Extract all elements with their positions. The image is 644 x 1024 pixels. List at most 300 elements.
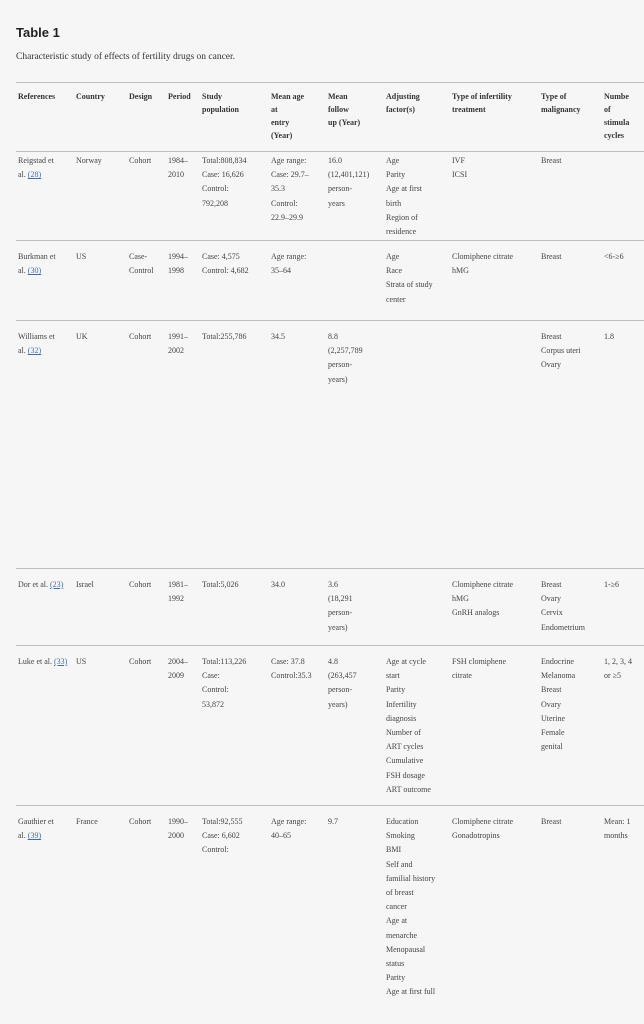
cell-line <box>604 655 632 669</box>
cell-text: 16.0 <box>328 156 342 165</box>
cell-text: Case- <box>129 252 148 261</box>
cell-malignancy <box>541 815 561 829</box>
cell-line <box>202 250 249 264</box>
cell-text: Breast <box>541 252 562 261</box>
cell-text: (12,401,121) <box>328 170 370 180</box>
cell-text: Menopausal <box>386 944 426 954</box>
cell-line <box>386 264 433 278</box>
column-header-infertility-treatment <box>452 90 512 116</box>
cell-text: Education <box>386 817 419 826</box>
cell-text: residence <box>386 227 417 237</box>
cell-line <box>76 578 94 592</box>
column-header-line: Adjusting <box>386 92 420 101</box>
cell-line <box>271 578 285 592</box>
cell-line <box>386 197 422 211</box>
cell-text: person- <box>328 685 352 695</box>
cell-mean-follow-up <box>328 815 338 829</box>
cell-infertility-treatment <box>452 250 513 278</box>
cell-text: hMG <box>452 266 469 276</box>
row-divider <box>16 805 644 806</box>
cell-malignancy <box>541 154 561 168</box>
cell-text: Age at cycle <box>386 657 426 666</box>
cell-text: ICSI <box>452 170 468 180</box>
cell-infertility-treatment <box>452 154 467 182</box>
cell-period <box>168 330 188 358</box>
cell-design <box>129 655 151 669</box>
cell-line <box>386 154 422 168</box>
cell-line <box>386 726 431 740</box>
cell-line <box>386 698 431 712</box>
column-header-line: treatment <box>452 105 486 114</box>
cell-design <box>129 250 153 278</box>
cell-line <box>386 829 435 843</box>
column-header-mean-follow-up <box>328 90 360 129</box>
cell-text: menarche <box>386 930 418 940</box>
cell-text: 1992 <box>168 594 184 604</box>
row-divider <box>16 645 644 646</box>
cell-line <box>18 815 54 829</box>
cell-text: Age <box>386 156 400 165</box>
cell-text: Luke et al. <box>18 657 52 666</box>
cell-design <box>129 330 151 344</box>
cell-line <box>541 683 575 697</box>
cell-line <box>386 211 422 225</box>
cell-mean-follow-up <box>328 154 369 211</box>
cell-line <box>386 886 435 900</box>
row-divider <box>16 240 644 241</box>
cell-text: 1990– <box>168 817 188 826</box>
cell-line <box>271 330 285 344</box>
cell-line <box>541 154 561 168</box>
cell-text: person- <box>328 608 352 618</box>
cell-text: Burkman et <box>18 252 56 261</box>
cell-text: person- <box>328 360 352 370</box>
reference-link[interactable]: (39) <box>27 831 42 841</box>
cell-text: ART outcome <box>386 784 431 794</box>
cell-line <box>18 154 54 168</box>
cell-text: FSH dosage <box>386 770 425 780</box>
cell-line <box>202 683 246 697</box>
cell-line <box>328 578 353 592</box>
header-top-rule <box>16 82 644 83</box>
cell-line <box>386 985 435 999</box>
cell-text: Melanoma <box>541 671 576 681</box>
column-header-references <box>18 90 55 103</box>
cell-line <box>168 592 188 606</box>
cell-text: Race <box>386 266 402 276</box>
cell-line <box>76 655 86 669</box>
reference-link[interactable]: (28) <box>27 170 42 180</box>
column-header-line: factor(s) <box>386 105 415 114</box>
cell-line <box>386 293 433 307</box>
cell-country <box>76 330 88 344</box>
cell-text: Self and <box>386 859 413 869</box>
cell-country <box>76 578 94 592</box>
cell-text: Control:35.3 <box>271 671 312 681</box>
cell-text: Ovary <box>541 699 561 709</box>
cell-line <box>452 578 513 592</box>
column-header-study-population <box>202 90 239 116</box>
cell-text: 1984– <box>168 156 188 165</box>
cell-line <box>328 182 369 196</box>
cell-line <box>271 655 312 669</box>
cell-line <box>386 943 435 957</box>
cell-text: Cumulative <box>386 756 424 766</box>
cell-text: Clomiphene citrate <box>452 817 514 826</box>
cell-line <box>328 358 363 372</box>
cell-text: Control: <box>271 198 298 208</box>
cell-line <box>541 698 575 712</box>
column-header-line: stimula <box>604 118 630 127</box>
cell-text: Age at first full <box>386 987 436 997</box>
cell-text: Mean: 1 <box>604 817 631 826</box>
cell-line <box>452 264 513 278</box>
column-header-design <box>129 90 152 103</box>
cell-text: Cervix <box>541 608 563 618</box>
cell-stimulation-cycles <box>604 815 630 843</box>
cell-text: al. <box>18 831 26 841</box>
cell-line <box>271 264 306 278</box>
column-header-line: Type of <box>541 92 567 101</box>
row-divider <box>16 568 644 569</box>
cell-text: 35–64 <box>271 266 291 276</box>
cell-line <box>271 211 309 225</box>
cell-line <box>452 592 513 606</box>
column-header-line: malignancy <box>541 105 581 114</box>
cell-line <box>18 264 56 278</box>
cell-country <box>76 815 98 829</box>
cell-line <box>452 168 467 182</box>
cell-text: Endocrine <box>541 657 574 666</box>
cell-line <box>18 655 67 669</box>
cell-text: Cohort <box>129 817 152 826</box>
cell-text: ART cycles <box>386 742 424 752</box>
cell-line <box>386 669 431 683</box>
cell-text: Control: <box>202 845 229 855</box>
cell-text: months <box>604 831 628 841</box>
cell-text: 1994– <box>168 252 188 261</box>
cell-line <box>328 330 363 344</box>
cell-malignancy <box>541 330 581 373</box>
cell-line <box>328 698 357 712</box>
cell-text: Parity <box>386 170 406 180</box>
column-header-line: entry <box>271 118 290 127</box>
cell-text: 3.6 <box>328 580 338 589</box>
cell-line <box>386 858 435 872</box>
cell-study-population <box>202 154 247 211</box>
cell-line <box>168 264 188 278</box>
cell-study-population <box>202 578 239 592</box>
cell-text: Age at <box>386 916 408 926</box>
cell-line <box>129 655 151 669</box>
cell-references <box>18 578 63 592</box>
cell-text: Total:5,026 <box>202 580 239 589</box>
cell-text: Breast <box>541 580 562 589</box>
cell-text: Control: <box>202 184 229 194</box>
cell-line <box>271 154 309 168</box>
cell-text: years) <box>328 622 348 632</box>
column-header-stimulation-cycles <box>604 90 629 142</box>
cell-line <box>129 264 153 278</box>
cell-line <box>271 168 309 182</box>
cell-text: 1998 <box>168 266 184 276</box>
cell-line <box>202 168 247 182</box>
cell-text: Region of <box>386 212 418 222</box>
cell-text: al. <box>18 170 26 180</box>
cell-line <box>386 182 422 196</box>
cell-text: (18,291 <box>328 594 353 604</box>
cell-line <box>541 330 581 344</box>
cell-line <box>271 182 309 196</box>
cell-line <box>202 669 246 683</box>
column-header-line: Mean age <box>271 92 305 101</box>
cell-line <box>386 929 435 943</box>
cell-line <box>129 154 151 168</box>
column-header-line: Type of infertility <box>452 92 512 101</box>
cell-mean-age <box>271 330 285 344</box>
cell-text: person- <box>328 184 352 194</box>
cell-text: Uterine <box>541 713 565 723</box>
cell-text: Case: 4,575 <box>202 252 240 261</box>
cell-line <box>452 606 513 620</box>
cell-line <box>168 344 188 358</box>
cell-line <box>271 197 309 211</box>
cell-line <box>129 330 151 344</box>
cell-text: Total:92,555 <box>202 817 243 826</box>
cell-line <box>386 168 422 182</box>
cell-text: hMG <box>452 594 469 604</box>
cell-line <box>328 621 353 635</box>
cell-line <box>386 769 431 783</box>
cell-line <box>18 330 55 344</box>
cell-line <box>386 655 431 669</box>
cell-text: <6-≥6 <box>604 252 624 261</box>
cell-references <box>18 815 54 843</box>
cell-text: 9.7 <box>328 817 338 826</box>
cell-references <box>18 655 67 669</box>
cell-text: Total:113,226 <box>202 657 247 666</box>
cell-text: of breast <box>386 888 414 898</box>
cell-line <box>452 669 506 683</box>
cell-text: 792,208 <box>202 198 228 208</box>
cell-stimulation-cycles <box>604 250 624 264</box>
cell-line <box>129 578 151 592</box>
cell-line <box>271 669 312 683</box>
column-header-line: Period <box>168 92 191 101</box>
cell-study-population <box>202 815 243 858</box>
cell-line <box>541 621 585 635</box>
column-header-line: at <box>271 105 278 114</box>
cell-text: al. <box>18 346 26 356</box>
cell-line <box>76 250 86 264</box>
cell-text: Dor et al. <box>18 580 48 589</box>
cell-line <box>328 344 363 358</box>
cell-line <box>328 197 369 211</box>
cell-line <box>604 829 630 843</box>
cell-text: 8.8 <box>328 332 338 341</box>
cell-text: (2,257,789 <box>328 346 363 356</box>
cell-line <box>386 815 435 829</box>
cell-line <box>386 957 435 971</box>
cell-text: Cohort <box>129 580 152 589</box>
cell-line <box>541 655 575 669</box>
cell-line <box>604 330 614 344</box>
cell-line <box>541 815 561 829</box>
cell-text: Age range: <box>271 156 307 165</box>
cell-text: 1, 2, 3, 4 <box>604 657 632 666</box>
cell-period <box>168 815 188 843</box>
cell-malignancy <box>541 578 585 635</box>
cell-text: Ovary <box>541 360 561 370</box>
cell-text: Parity <box>386 973 406 983</box>
cell-text: Control <box>129 266 154 276</box>
cell-mean-follow-up <box>328 330 363 387</box>
column-header-line: of <box>604 105 611 114</box>
cell-text: 22.9–29.9 <box>271 212 303 222</box>
cell-text: Total:255,786 <box>202 332 247 341</box>
cell-text: Norway <box>76 156 102 165</box>
cell-infertility-treatment <box>452 578 513 621</box>
cell-text: Gauthier et <box>18 817 54 826</box>
cell-line <box>386 843 435 857</box>
cell-study-population <box>202 655 246 712</box>
reference-link[interactable]: (23) <box>50 580 64 589</box>
cell-line <box>541 250 561 264</box>
cell-line <box>129 250 153 264</box>
row-divider <box>16 320 644 321</box>
cell-text: Case: 37.8 <box>271 657 305 666</box>
cell-text: Endometrium <box>541 622 585 632</box>
column-header-line: Design <box>129 92 153 101</box>
cell-line <box>386 225 422 239</box>
cell-text: France <box>76 817 98 826</box>
cell-text: Cohort <box>129 332 152 341</box>
cell-adjusting-factors <box>386 250 433 307</box>
cell-line <box>168 655 188 669</box>
cell-line <box>168 168 188 182</box>
cell-line <box>168 829 188 843</box>
cell-line <box>541 669 575 683</box>
cell-line <box>202 829 243 843</box>
cell-line <box>328 669 357 683</box>
cell-line <box>18 168 54 182</box>
cell-text: years) <box>328 699 348 709</box>
reference-link[interactable]: (33) <box>53 657 68 666</box>
column-header-line: population <box>202 105 239 114</box>
column-header-country <box>76 90 105 103</box>
cell-text: Clomiphene citrate <box>452 252 514 261</box>
cell-text: Breast <box>541 685 562 695</box>
cell-line <box>452 154 467 168</box>
cell-text: 2004– <box>168 657 188 666</box>
cell-period <box>168 578 188 606</box>
cell-mean-age <box>271 655 312 683</box>
cell-text: 1-≥6 <box>604 580 620 589</box>
cell-line <box>541 740 575 754</box>
cell-malignancy <box>541 250 561 264</box>
cell-country <box>76 655 86 669</box>
cell-text: 53,872 <box>202 699 224 709</box>
cell-text: IVF <box>452 156 465 165</box>
cell-text: Control: <box>202 685 229 695</box>
cell-line <box>202 197 247 211</box>
cell-line <box>18 829 54 843</box>
cell-text: years <box>328 198 345 208</box>
cell-line <box>452 815 513 829</box>
cell-line <box>328 815 338 829</box>
cell-line <box>202 843 243 857</box>
cell-text: GnRH analogs <box>452 608 500 618</box>
cell-line <box>18 578 63 592</box>
cell-line <box>541 578 585 592</box>
cell-line <box>386 872 435 886</box>
cell-text: Reigstad et <box>18 156 54 165</box>
cell-text: BMI <box>386 845 402 855</box>
cell-line <box>168 578 188 592</box>
reference-link[interactable]: (30) <box>27 266 42 276</box>
cell-country <box>76 250 86 264</box>
cell-stimulation-cycles <box>604 655 632 683</box>
cell-mean-age <box>271 154 309 225</box>
cell-line <box>168 154 188 168</box>
cell-study-population <box>202 250 249 278</box>
cell-text: 40–65 <box>271 831 291 841</box>
table-title: Table 1 <box>16 25 60 40</box>
cell-text: 2009 <box>168 671 184 681</box>
cell-line <box>328 373 363 387</box>
cell-line <box>76 154 102 168</box>
cell-mean-follow-up <box>328 578 353 635</box>
cell-line <box>386 683 431 697</box>
cell-line <box>18 344 55 358</box>
cell-line <box>328 655 357 669</box>
reference-link[interactable]: (32) <box>27 346 42 356</box>
cell-text: cancer <box>386 902 407 912</box>
cell-line <box>168 250 188 264</box>
cell-line <box>202 655 246 669</box>
cell-text: Female <box>541 728 565 738</box>
cell-line <box>328 154 369 168</box>
cell-mean-age <box>271 815 306 843</box>
cell-infertility-treatment <box>452 815 513 843</box>
cell-text: Parity <box>386 685 406 695</box>
cell-line <box>328 606 353 620</box>
cell-text: Total:808,834 <box>202 156 247 165</box>
cell-line <box>168 669 188 683</box>
cell-text: Cohort <box>129 657 152 666</box>
cell-text: Breast <box>541 332 562 341</box>
cell-text: Infertility <box>386 699 417 709</box>
cell-line <box>452 829 513 843</box>
cell-text: UK <box>76 332 88 341</box>
cell-line <box>386 740 431 754</box>
cell-text: or ≥5 <box>604 671 622 681</box>
column-header-line: References <box>18 92 56 101</box>
cell-period <box>168 250 188 278</box>
cell-text: US <box>76 252 87 261</box>
column-header-line: follow <box>328 105 349 114</box>
cell-line <box>541 726 575 740</box>
cell-line <box>541 344 581 358</box>
cell-design <box>129 578 151 592</box>
column-header-line: (Year) <box>271 131 293 140</box>
cell-text: Number of <box>386 728 421 738</box>
cell-line <box>386 250 433 264</box>
cell-line <box>452 250 513 264</box>
cell-text: 2010 <box>168 170 184 180</box>
column-header-line: Mean <box>328 92 348 101</box>
cell-line <box>202 330 247 344</box>
